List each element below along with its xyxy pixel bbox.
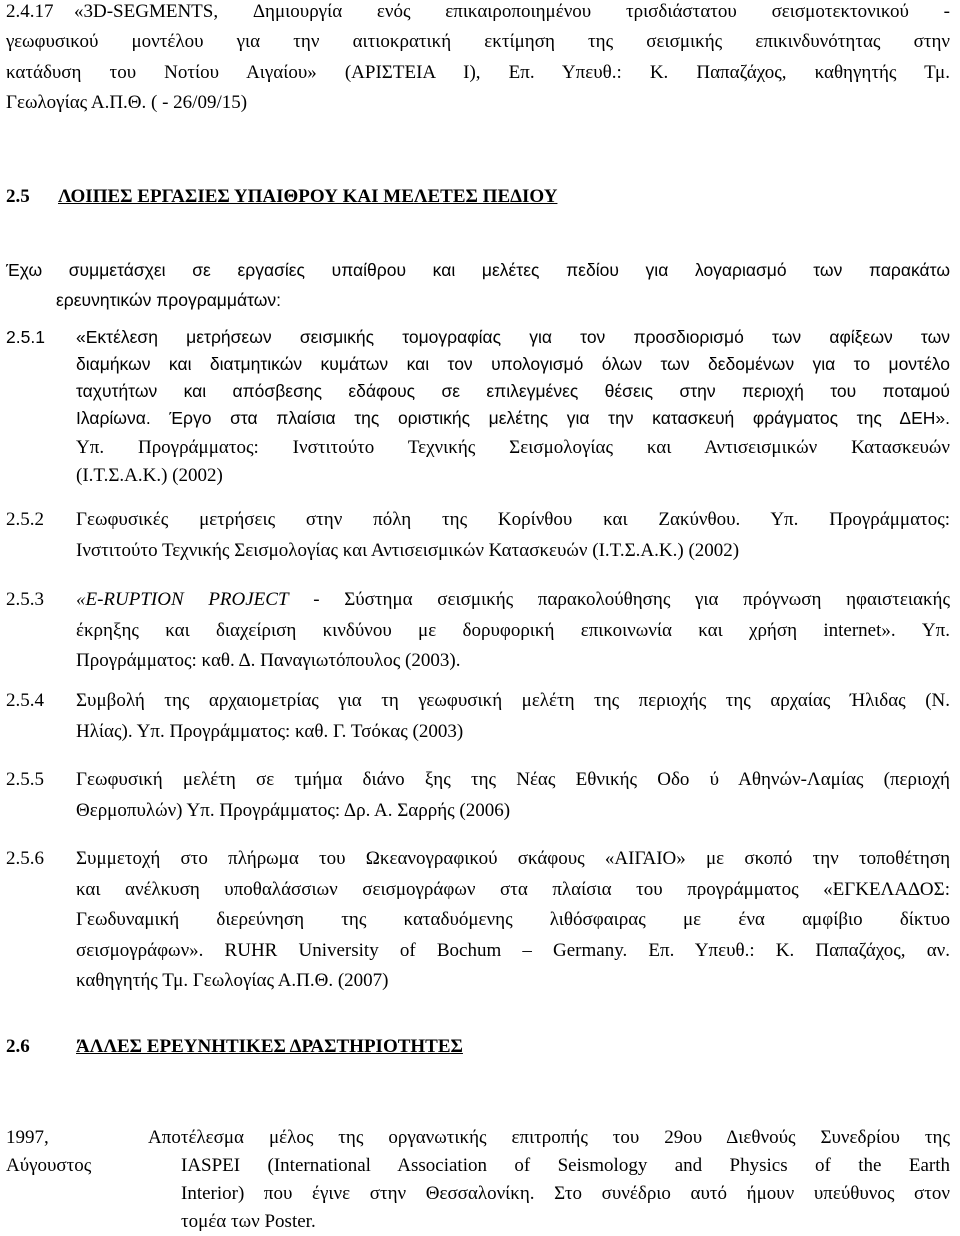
item-number: 2.5.5 <box>6 769 44 790</box>
item-2-5-6-body <box>76 844 950 997</box>
item-2-4-17-body <box>6 27 950 119</box>
text-line: Ιλαρίωνα. Έργο στα πλαίσια της οριστικής μελέτης για την κατασκευή φράγματος της ΔΕΗ». <box>76 408 950 428</box>
text-line: ερευνητικών προγραμμάτων: <box>56 290 282 310</box>
text-line: Γεωφυσικές μετρήσεις στην πόλη της Κορίνθου και Ζακύνθου. Υπ. Προγράμματος: <box>76 509 950 530</box>
entry-first-line: Αποτέλεσμα μέλος της οργανωτικής επιτροπής του 29ου Διεθνούς Συνεδρίου της <box>148 1127 950 1148</box>
text-line: Θερμοπυλών) Υπ. Προγράμματος: Δρ. Α. Σαρρής (2006) <box>76 799 511 821</box>
text-line: κατάδυση του Νοτίου Αιγαίου» (ΑΡΙΣΤΕΙΑ Ι), Επ. Υπευθ.: Κ. Παπαζάχος, καθηγητής Τμ. <box>6 61 950 83</box>
item-2-5-2-body <box>76 505 950 566</box>
text-line: Γεωλογίας Α.Π.Θ. ( - 26/09/15) <box>6 92 248 113</box>
text-line: IASPEI (International Association of Seismology and Physics of the Earth <box>181 1155 950 1176</box>
text-line: τομέα των Poster. <box>181 1211 316 1232</box>
text-line: (Ι.Τ.Σ.Α.Κ.) (2002) <box>76 465 223 486</box>
text-line: σεισμογράφων». RUHR University of Bochum – Germany. Επ. Υπευθ.: Κ. Παπαζάχος, αν. <box>76 939 950 961</box>
entry-date-month: Αύγουστος <box>6 1155 92 1176</box>
section-2-5-title: ΛΟΙΠΕΣ ΕΡΓΑΣΙΕΣ ΥΠΑΙΘΡΟΥ ΚΑΙ ΜΕΛΕΤΕΣ ΠΕΔΙΟΥ <box>58 186 558 207</box>
text-line: Υπ. Προγράμματος: Ινστιτούτο Τεχνικής Σεισμολογίας και Αντισεισμικών Κατασκευών <box>76 437 950 458</box>
entry-date <box>6 1124 91 1180</box>
text-line: Προγράμματος: καθ. Δ. Παναγιωτόπουλος (2003). <box>76 650 461 671</box>
item-2-4-17-line1: «3D-SEGMENTS, Δημιουργία ενός επικαιροποιημένου τρισδιάστατου σεισμοτεκτονικού - <box>74 1 950 22</box>
item-2-5-1-body <box>76 324 950 432</box>
text-line: Ινστιτούτο Τεχνικής Σεισμολογίας και Αντισεισμικών Κατασκευών (Ι.Τ.Σ.Α.Κ.) (2002) <box>76 539 740 561</box>
item-2-5-1-tail <box>76 434 950 490</box>
text-line: Συμμετοχή στο πλήρωμα του Ωκεανογραφικού σκάφους «ΑΙΓΑΙΟ» με σκοπό την τοποθέτηση <box>76 848 950 869</box>
item-number: 2.4.17 <box>6 1 54 22</box>
text-line: και ανέλκυση υποθαλάσσιων σεισμογράφων στα πλαίσια του προγράμματος «ΕΓΚΕΛΑΔΟΣ: <box>76 878 950 900</box>
item-2-5-4-body <box>76 686 950 747</box>
section-2-6-title: ΆΛΛΕΣ ΕΡΕΥΝΗΤΙΚΕΣ ΔΡΑΣΤΗΡΙΟΤΗΤΕΣ <box>76 1036 463 1057</box>
text-line: Γεωδυναμική διερεύνηση της καταδυόμενης λιθόσφαιρας με ένα αμφίβιο δίκτυο <box>76 909 950 930</box>
item-number: 2.5.6 <box>6 848 44 869</box>
text-line: Interior) που έγινε στην Θεσσαλονίκη. Στο συνέδριο αυτό ήμουν υπεύθυνος στον <box>181 1183 950 1204</box>
item-number: 2.5.3 <box>6 589 44 610</box>
text-line: Ηλίας). Υπ. Προγράμματος: καθ. Γ. Τσόκας (2003) <box>76 720 464 742</box>
text-line: Γεωφυσική μελέτη σε τμήμα διάνο ξης της Νέας Εθνικής Οδο ύ Αθηνών-Λαμίας (περιοχή <box>76 769 950 790</box>
section-2-5-intro <box>6 255 950 315</box>
project-name: «E-RUPTION PROJECT <box>76 589 289 610</box>
text-line: καθηγητής Τμ. Γεωλογίας Α.Π.Θ. (2007) <box>76 970 389 991</box>
section-2-5-number: 2.5 <box>6 186 30 207</box>
text-line: «E-RUPTION PROJECT - Σύστημα σεισμικής παρακολούθησης για πρόγνωση ηφαιστειακής <box>76 589 950 610</box>
text-line: γεωφυσικού μοντέλου για την αιτιοκρατική εκτίμηση της σεισμικής επικινδυνότητας στην <box>6 31 950 52</box>
text-line: ταχυτήτων και απόσβεσης εδάφους σε επιλεγμένες θέσεις στην περιοχή του ποταμού <box>76 381 950 401</box>
entry-body <box>181 1152 950 1236</box>
item-number: 2.5.4 <box>6 690 44 711</box>
text-line: έκρηξης και διαχείριση κινδύνου με δορυφορική επικοινωνία και χρήση internet». Υπ. <box>76 619 950 641</box>
entry-date-year: 1997, <box>6 1127 49 1148</box>
item-2-5-3-body <box>76 585 950 677</box>
item-number: 2.5.2 <box>6 509 44 530</box>
item-number: 2.5.1 <box>6 327 45 347</box>
text-line: Συμβολή της αρχαιομετρίας για τη γεωφυσική μελέτη της περιοχής της αρχαίας Ήλιδας (Ν. <box>76 690 950 711</box>
text-line: Έχω συμμετάσχει σε εργασίες υπαίθρου και μελέτες πεδίου για λογαριασμό των παρακάτω <box>6 260 950 280</box>
text-line: διαμήκων και διατμητικών κυμάτων και τον υπολογισμό όλων των δεδομένων για το μοντέλο <box>76 354 950 374</box>
section-2-6-number: 2.6 <box>6 1036 30 1057</box>
text-line: «Εκτέλεση μετρήσεων σεισμικής τομογραφίας για τον προσδιορισμό των αφίξεων των <box>76 327 950 347</box>
item-2-5-5-body <box>76 765 950 826</box>
